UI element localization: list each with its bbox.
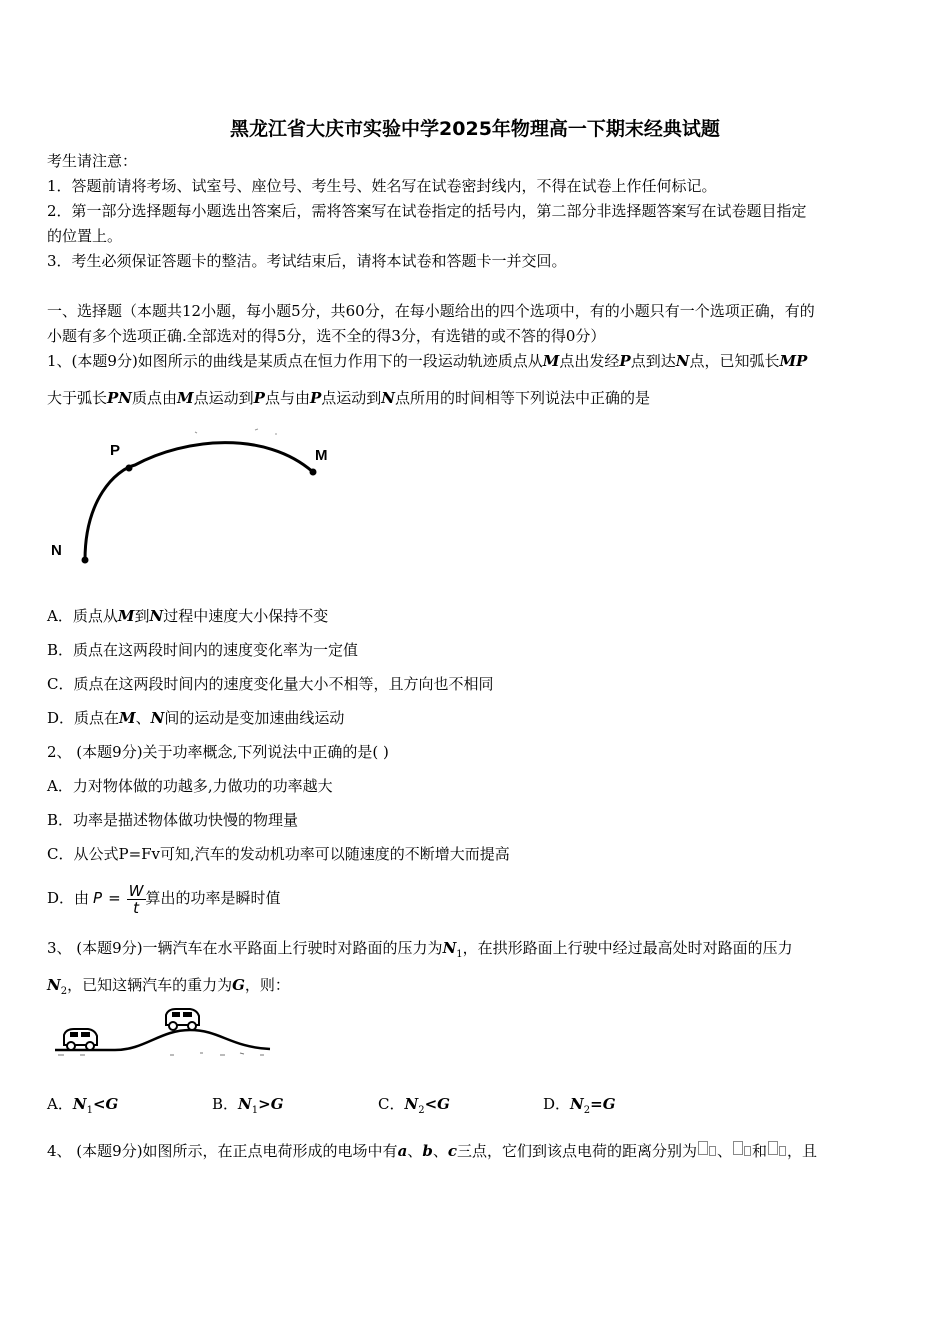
missing-glyph-sub bbox=[709, 1146, 716, 1156]
power-formula: $\frac{W}{t}$ bbox=[128, 881, 144, 917]
label-M: M bbox=[315, 447, 328, 464]
question-1-stem: 大于弧长PN质点由M点运动到P点与由P点运动到N点所用的时间相等下列说法中正确的是 bbox=[47, 389, 650, 407]
q3-option-a[interactable]: A．$N_1<G$ bbox=[47, 1095, 119, 1116]
question-2-stem: 2、 (本题9分)关于功率概念,下列说法中正确的是( ) bbox=[47, 743, 389, 761]
q1-option-a[interactable]: A．质点从M到N过程中速度大小保持不变 bbox=[47, 607, 329, 625]
question-3-stem: 3、 (本题9分)一辆汽车在水平路面上行驶时对路面的压力为$N_1$，在拱形路面上行驶中经过最高处时对路面的压力 bbox=[47, 939, 793, 960]
point-M bbox=[310, 469, 317, 476]
label-N: N bbox=[51, 542, 62, 559]
notice-item: 3．考生必须保证答题卡的整洁。考试结束后，请将本试卷和答题卡一并交回。 bbox=[47, 252, 567, 270]
missing-glyph-sub bbox=[779, 1146, 786, 1156]
ground-shading bbox=[58, 1053, 264, 1055]
q3-option-b[interactable]: B．$N_1>G$ bbox=[212, 1095, 284, 1116]
q1-option-c[interactable]: C．质点在这两段时间内的速度变化量大小不相等，且方向也不相同 bbox=[47, 675, 494, 693]
point-N bbox=[82, 557, 89, 564]
page-title: 黑龙江省大庆市实验中学2025年物理高一下期末经典试题 bbox=[230, 118, 720, 140]
scan-speckle bbox=[195, 429, 277, 434]
missing-glyph-r-b bbox=[733, 1141, 743, 1155]
label-P: P bbox=[110, 442, 121, 459]
q2-option-b[interactable]: B．功率是描述物体做功快慢的物理量 bbox=[47, 811, 299, 829]
section-instructions: 小题有多个选项正确.全部选对的得5分，选不全的得3分，有选错的或不答的得0分） bbox=[47, 327, 606, 345]
trajectory-figure bbox=[45, 420, 345, 580]
car-arch-top bbox=[166, 1009, 199, 1030]
point-P bbox=[126, 465, 133, 472]
missing-glyph-r-a bbox=[698, 1141, 708, 1155]
q2-option-a[interactable]: A．力对物体做的功越多,力做功的功率越大 bbox=[47, 777, 333, 795]
section-instructions: 一、选择题（本题共12小题，每小题5分，共60分，在每小题给出的四个选项中，有的小题只有一个选项正确，有的 bbox=[47, 302, 815, 320]
q1-option-b[interactable]: B．质点在这两段时间内的速度变化率为一定值 bbox=[47, 641, 359, 659]
notice-item: 的位置上。 bbox=[47, 227, 123, 245]
q2-option-c[interactable]: C．从公式P=Fv可知,汽车的发动机功率可以随速度的不断增大而提高 bbox=[47, 845, 510, 863]
missing-glyph-r-c bbox=[768, 1141, 778, 1155]
question-1-stem: 1、(本题9分)如图所示的曲线是某质点在恒力作用下的一段运动轨迹质点从M点出发经P点到达N点，已知弧长MP bbox=[47, 352, 808, 370]
missing-glyph-sub bbox=[744, 1146, 751, 1156]
q2-option-d[interactable]: D．由 P = $\frac{W}{t}$ 算出的功率是瞬时值 bbox=[47, 881, 281, 917]
q1-option-d[interactable]: D．质点在M、N间的运动是变加速曲线运动 bbox=[47, 709, 345, 727]
trajectory-arc bbox=[85, 443, 313, 560]
road-figure bbox=[50, 1005, 275, 1065]
question-4-stem: 4、 (本题9分)如图所示，在正点电荷形成的电场中有a、b、c三点，它们到该点电荷的距离分别为 、 和 ，且 bbox=[47, 1142, 818, 1160]
car-flat-road bbox=[64, 1029, 97, 1050]
notice-heading: 考生请注意： bbox=[47, 152, 138, 170]
question-3-stem: $N_2$，已知这辆汽车的重力为G，则： bbox=[47, 976, 290, 997]
q3-option-d[interactable]: D．$N_2=G$ bbox=[543, 1095, 616, 1116]
q3-option-c[interactable]: C．$N_2<G$ bbox=[378, 1095, 450, 1116]
notice-item: 2．第一部分选择题每小题选出答案后，需将答案写在试卷指定的括号内，第二部分非选择题答案写在试卷题目指定 bbox=[47, 202, 807, 220]
notice-item: 1．答题前请将考场、试室号、座位号、考生号、姓名写在试卷密封线内，不得在试卷上作任何标记。 bbox=[47, 177, 717, 195]
